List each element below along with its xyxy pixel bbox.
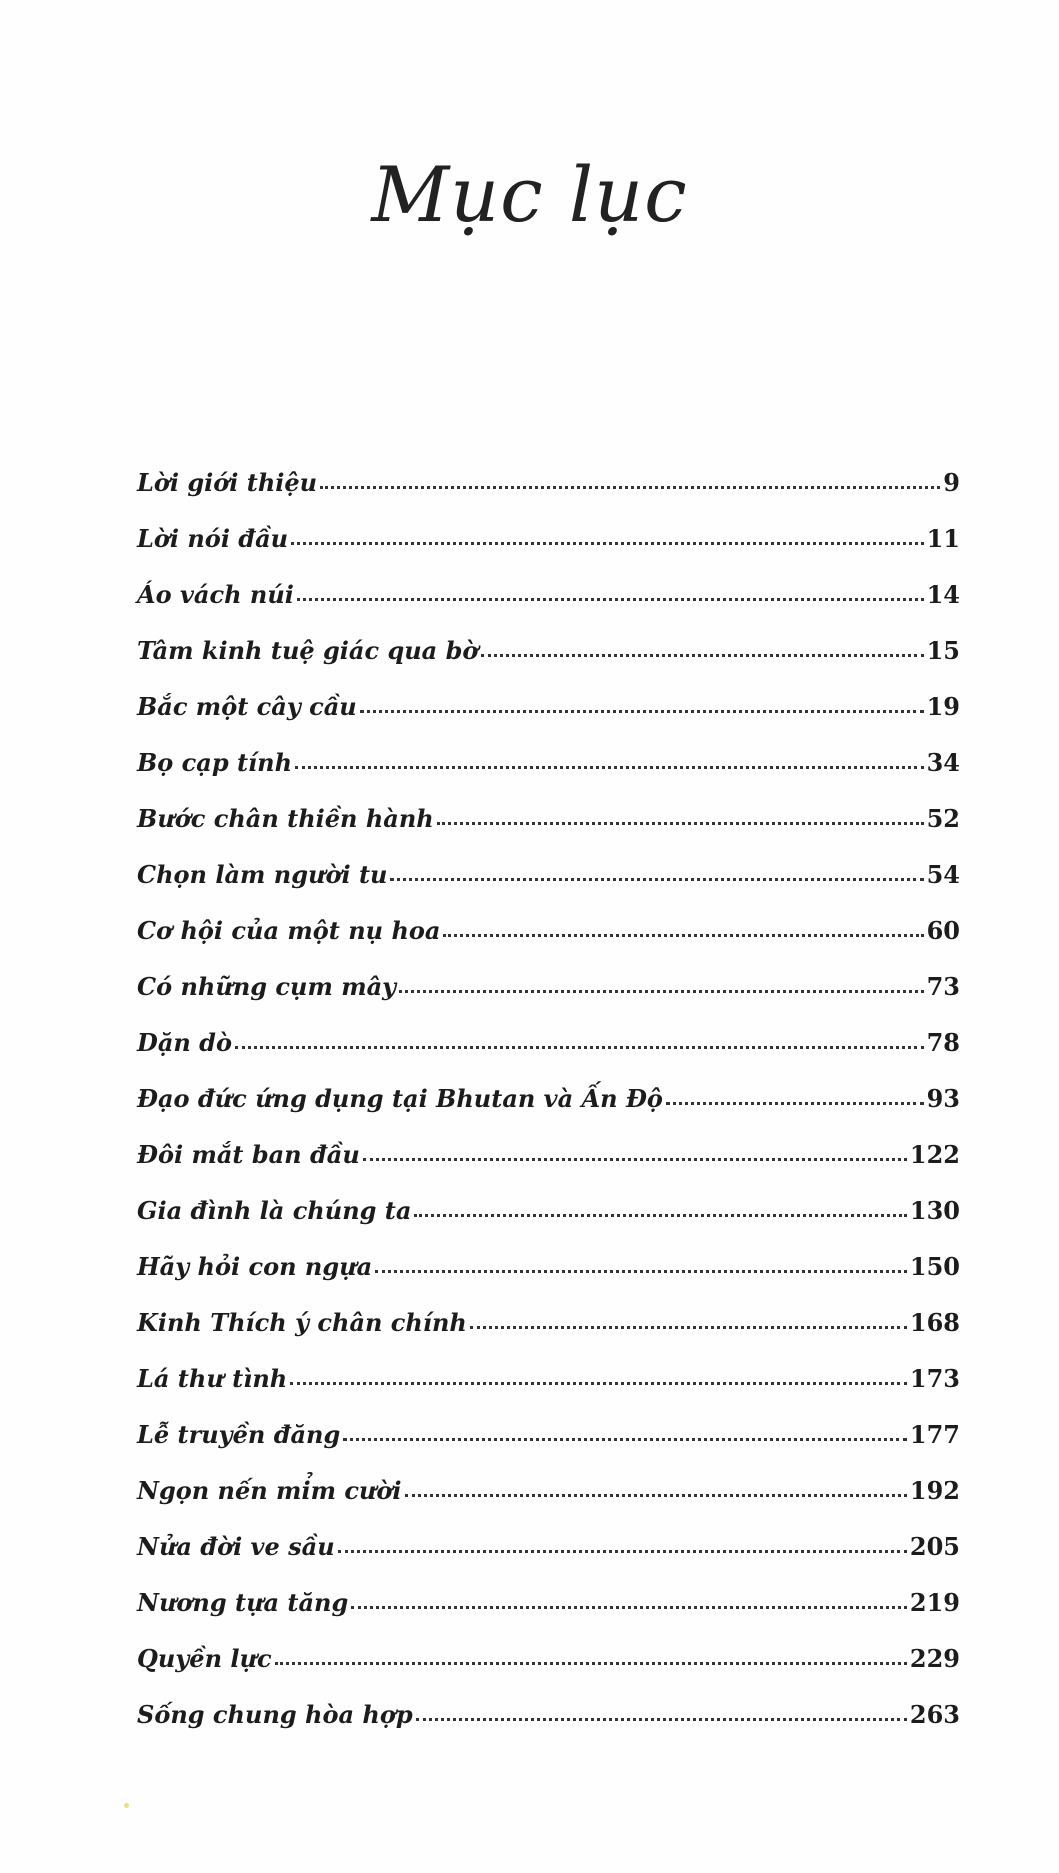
dot-leader xyxy=(295,760,924,769)
toc-entry xyxy=(137,1196,960,1252)
dot-leader xyxy=(291,536,924,545)
toc-entry-title: Lễ truyền đăng xyxy=(137,1420,341,1449)
toc-entry-title: Lời giới thiệu xyxy=(137,468,318,497)
dot-leader xyxy=(363,1152,907,1161)
toc-entry-page-number: 192 xyxy=(909,1476,960,1505)
page-title: Mục lục xyxy=(371,150,688,239)
toc-entry-title: Có những cụm mây xyxy=(137,972,397,1001)
toc-entry xyxy=(137,804,960,860)
dot-leader xyxy=(416,1712,907,1721)
toc-entry xyxy=(137,692,960,748)
dot-leader xyxy=(405,1488,907,1497)
toc-entry xyxy=(137,636,960,692)
toc-entry-title: Chọn làm người tu xyxy=(137,860,388,889)
toc-entry-title: Sống chung hòa hợp xyxy=(137,1700,413,1729)
toc-entry-title: Lá thư tình xyxy=(137,1364,288,1393)
toc-entry xyxy=(137,1364,960,1420)
toc-entry xyxy=(137,1084,960,1140)
toc-entry-page-number: 15 xyxy=(926,636,960,665)
toc-entry xyxy=(137,1028,960,1084)
toc-entry-title: Bọ cạp tính xyxy=(137,748,293,777)
dot-leader xyxy=(275,1656,907,1665)
dot-leader xyxy=(443,928,923,937)
toc-entry-page-number: 93 xyxy=(926,1084,960,1113)
dot-leader xyxy=(390,872,923,881)
paper-speck xyxy=(124,1803,129,1808)
toc-entry-page-number: 54 xyxy=(926,860,960,889)
toc-entry xyxy=(137,860,960,916)
dot-leader xyxy=(343,1432,907,1441)
toc-entry-title: Quyền lực xyxy=(137,1644,272,1673)
dot-leader xyxy=(481,648,923,657)
table-of-contents xyxy=(137,468,960,1756)
toc-entry-title: Áo vách núi xyxy=(137,580,294,609)
toc-entry xyxy=(137,748,960,804)
toc-entry xyxy=(137,1532,960,1588)
toc-entry-page-number: 173 xyxy=(909,1364,960,1393)
toc-entry-page-number: 11 xyxy=(926,524,960,553)
toc-entry-page-number: 73 xyxy=(926,972,960,1001)
dot-leader xyxy=(338,1544,907,1553)
dot-leader xyxy=(470,1320,907,1329)
toc-entry-title: Tâm kinh tuệ giác qua bờ xyxy=(137,636,479,665)
toc-entry-page-number: 34 xyxy=(926,748,960,777)
toc-entry xyxy=(137,1420,960,1476)
dot-leader xyxy=(666,1096,924,1105)
dot-leader xyxy=(351,1600,907,1609)
toc-entry-page-number: 60 xyxy=(926,916,960,945)
dot-leader xyxy=(399,984,923,993)
toc-entry-title: Hãy hỏi con ngựa xyxy=(137,1252,373,1281)
toc-entry-title: Gia đình là chúng ta xyxy=(137,1196,412,1225)
toc-entry-title: Đạo đức ứng dụng tại Bhutan và Ấn Độ xyxy=(137,1084,663,1113)
toc-entry xyxy=(137,1588,960,1644)
toc-entry xyxy=(137,1308,960,1364)
toc-entry-page-number: 78 xyxy=(926,1028,960,1057)
toc-entry-page-number: 168 xyxy=(909,1308,960,1337)
toc-entry-page-number: 130 xyxy=(909,1196,960,1225)
toc-entry-title: Nương tựa tăng xyxy=(137,1588,349,1617)
toc-entry-title: Bước chân thiền hành xyxy=(137,804,434,833)
toc-entry-page-number: 52 xyxy=(926,804,960,833)
dot-leader xyxy=(320,480,940,489)
toc-entry xyxy=(137,1476,960,1532)
toc-entry-page-number: 14 xyxy=(926,580,960,609)
toc-entry-title: Kinh Thích ý chân chính xyxy=(137,1308,467,1337)
toc-entry-title: Cơ hội của một nụ hoa xyxy=(137,916,441,945)
toc-entry-title: Ngọn nến mỉm cười xyxy=(137,1476,402,1505)
dot-leader xyxy=(290,1376,907,1385)
toc-entry-title: Đôi mắt ban đầu xyxy=(137,1140,360,1169)
toc-entry xyxy=(137,1252,960,1308)
toc-entry xyxy=(137,916,960,972)
toc-entry-title: Dặn dò xyxy=(137,1028,232,1057)
toc-entry-page-number: 150 xyxy=(909,1252,960,1281)
dot-leader xyxy=(375,1264,907,1273)
toc-entry-page-number: 205 xyxy=(909,1532,960,1561)
dot-leader xyxy=(235,1040,924,1049)
toc-entry-page-number: 19 xyxy=(926,692,960,721)
toc-entry-title: Bắc một cây cầu xyxy=(137,692,357,721)
toc-entry-page-number: 263 xyxy=(909,1700,960,1729)
toc-entry-page-number: 219 xyxy=(909,1588,960,1617)
toc-entry-title: Lời nói đầu xyxy=(137,524,289,553)
toc-entry-title: Nửa đời ve sầu xyxy=(137,1532,335,1561)
toc-entry xyxy=(137,1140,960,1196)
dot-leader xyxy=(360,704,924,713)
toc-entry xyxy=(137,1700,960,1756)
dot-leader xyxy=(437,816,924,825)
toc-entry-page-number: 177 xyxy=(909,1420,960,1449)
toc-entry xyxy=(137,524,960,580)
toc-entry-page-number: 122 xyxy=(909,1140,960,1169)
dot-leader xyxy=(414,1208,906,1217)
toc-entry-page-number: 9 xyxy=(943,468,960,497)
dot-leader xyxy=(297,592,924,601)
toc-entry xyxy=(137,580,960,636)
toc-entry-page-number: 229 xyxy=(909,1644,960,1673)
toc-entry xyxy=(137,972,960,1028)
toc-entry xyxy=(137,468,960,524)
toc-entry xyxy=(137,1644,960,1700)
